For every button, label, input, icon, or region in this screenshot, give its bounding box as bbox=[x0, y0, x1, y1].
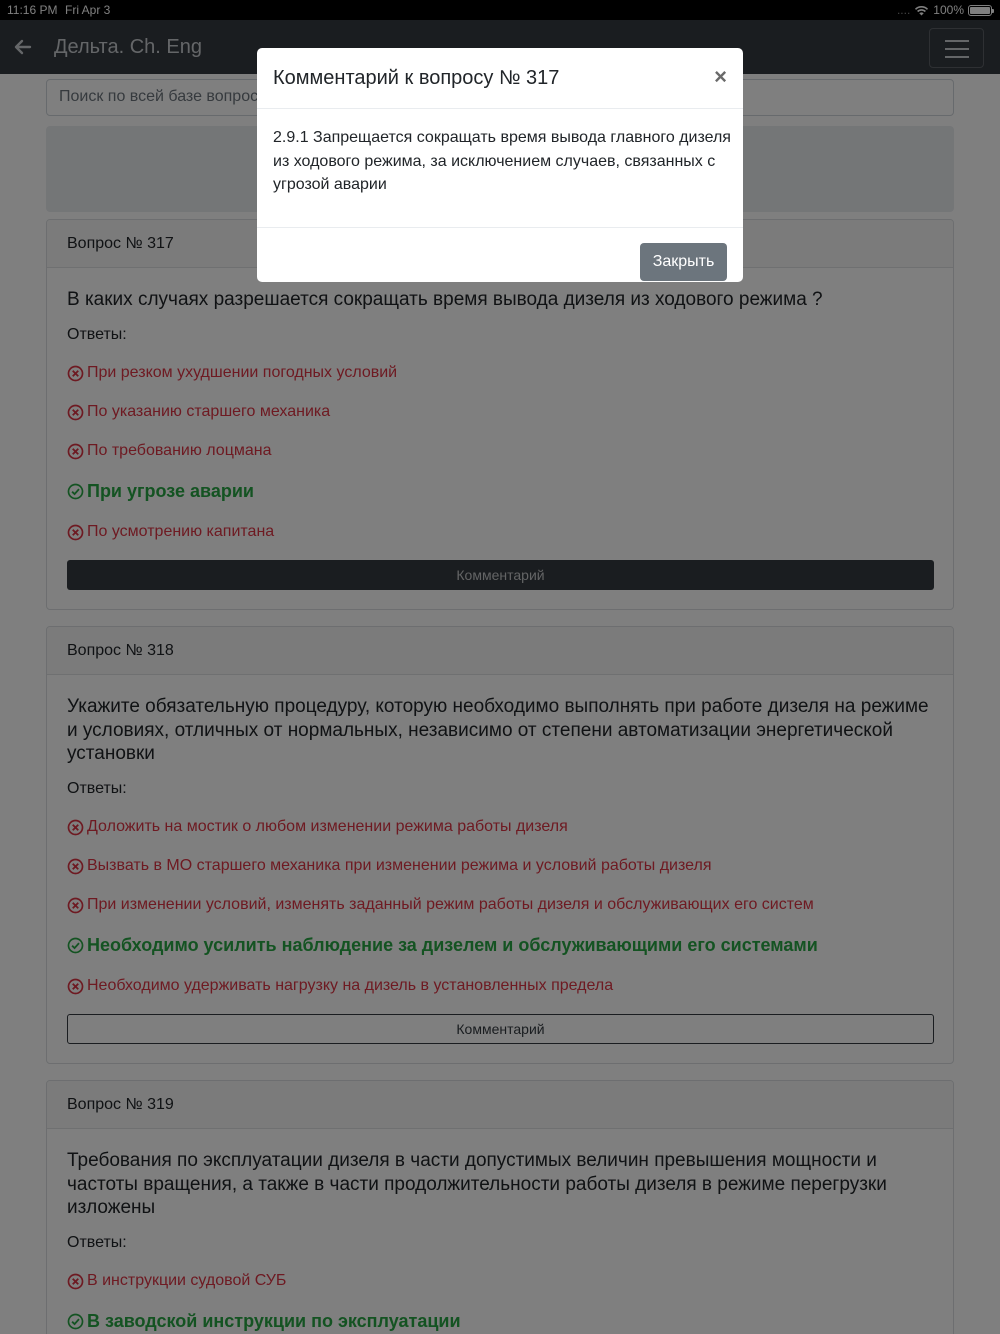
modal-title: Комментарий к вопросу № 317 bbox=[273, 67, 560, 89]
modal-header bbox=[257, 48, 743, 109]
modal-body: 2.9.1 Запрещается сокращать время вывода главного дизеля из ходового режима, за исключением случаев, связанных с угрозой аварии bbox=[273, 129, 731, 193]
close-icon[interactable]: × bbox=[714, 64, 727, 89]
close-button[interactable]: Закрыть bbox=[640, 243, 727, 281]
modal-footer bbox=[257, 227, 743, 282]
comment-modal bbox=[257, 48, 743, 282]
